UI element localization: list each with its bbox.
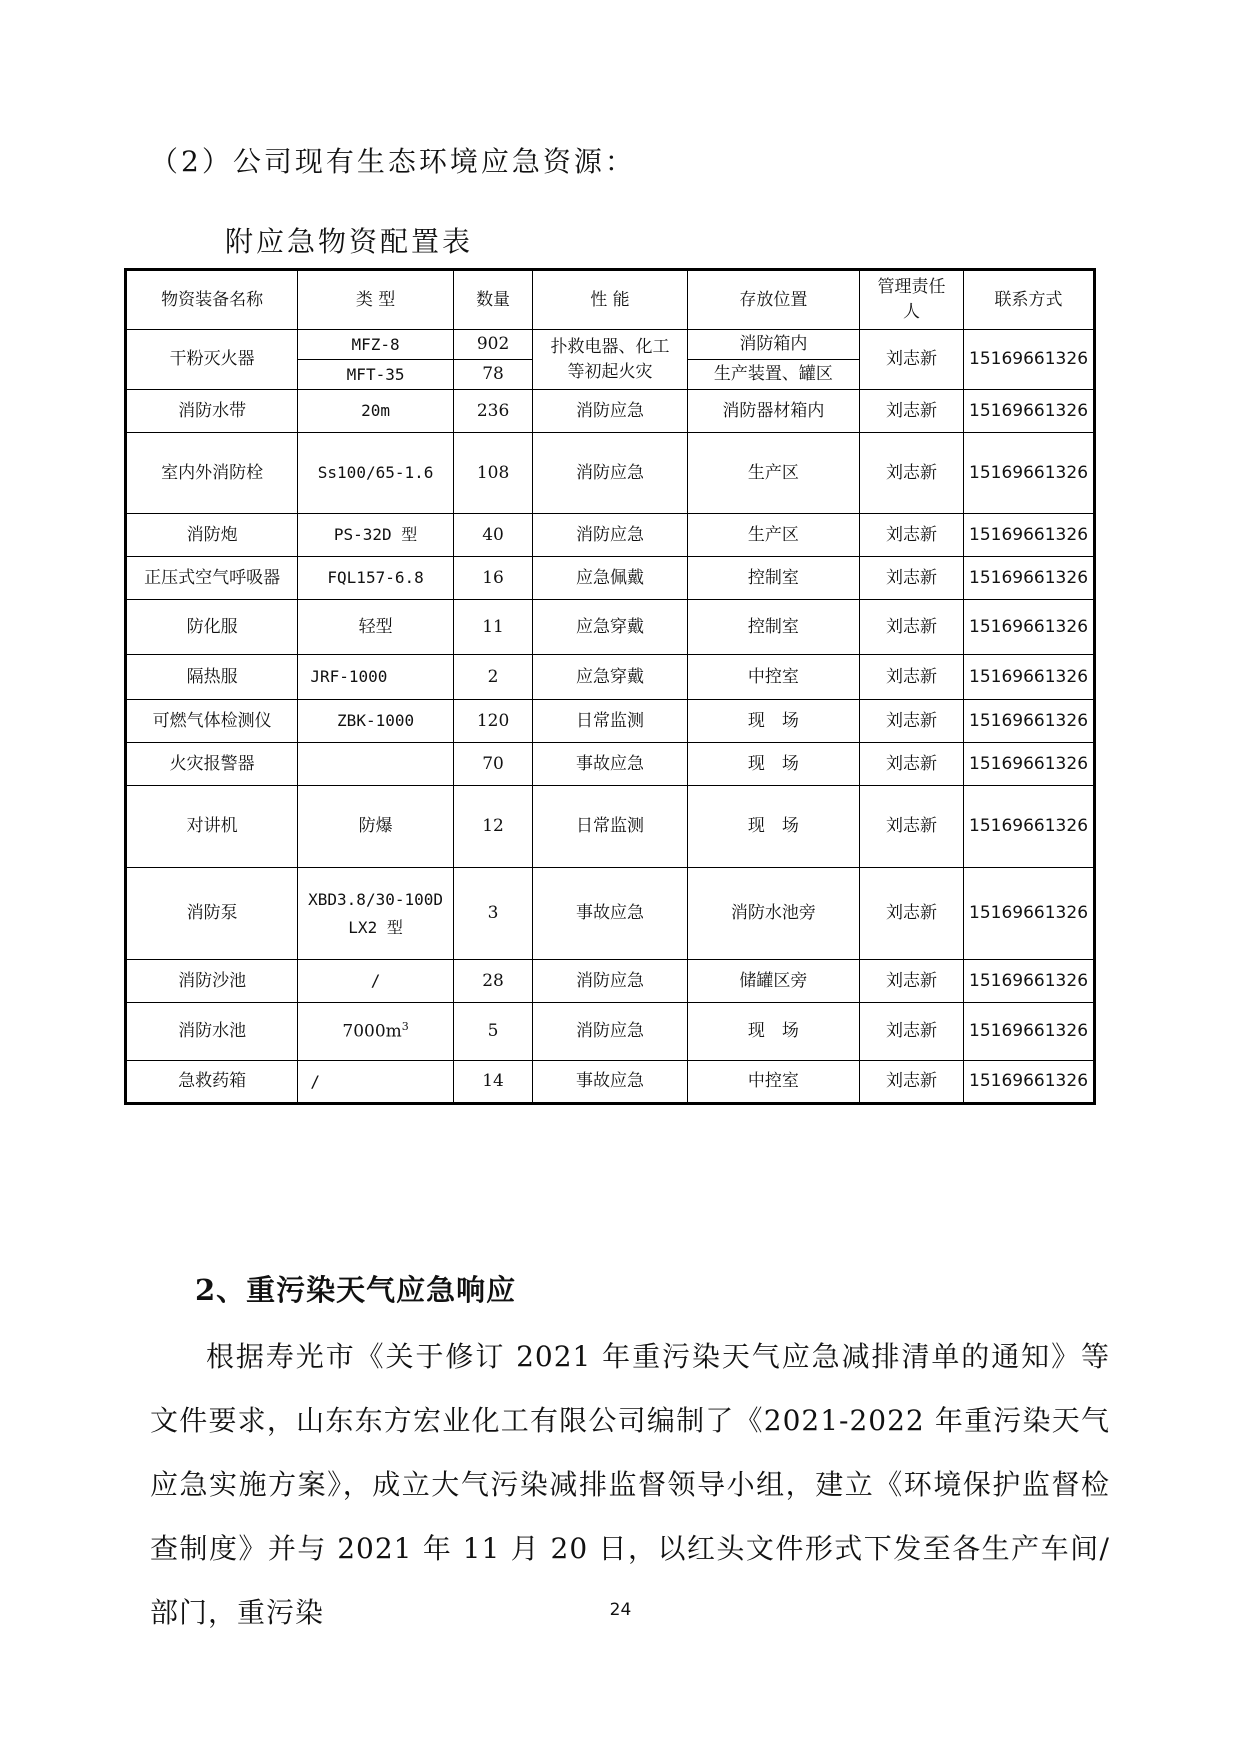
cell-use: 应急穿戴 — [533, 655, 687, 700]
cell-qty: 40 — [453, 514, 532, 557]
cell-phone: 15169661326 — [964, 960, 1095, 1003]
header-manager: 管理责任人 — [860, 270, 964, 330]
cell-type: / — [298, 960, 454, 1003]
cell-qty: 108 — [453, 433, 532, 514]
header-phone: 联系方式 — [964, 270, 1095, 330]
cell-phone: 15169661326 — [964, 1061, 1095, 1104]
cell-type: 防爆 — [298, 786, 454, 868]
cell-type: / — [298, 1061, 454, 1104]
cell-use: 日常监测 — [533, 700, 687, 743]
cell-phone: 15169661326 — [964, 330, 1095, 390]
cell-name: 消防水带 — [126, 390, 298, 433]
cell-use: 消防应急 — [533, 1003, 687, 1061]
cell-type: MFT-35 — [298, 360, 454, 390]
cell-qty: 3 — [453, 868, 532, 960]
cell-location: 现 场 — [687, 786, 859, 868]
cell-location: 生产装置、罐区 — [687, 360, 859, 390]
table-header-row — [126, 270, 1095, 330]
cell-manager: 刘志新 — [860, 868, 964, 960]
cell-phone: 15169661326 — [964, 433, 1095, 514]
cell-use: 消防应急 — [533, 514, 687, 557]
table-row — [126, 600, 1095, 655]
table-caption: 附应急物资配置表 — [225, 225, 474, 258]
cell-name: 正压式空气呼吸器 — [126, 557, 298, 600]
cell-use: 消防应急 — [533, 960, 687, 1003]
cell-qty: 236 — [453, 390, 532, 433]
cell-type: 20m — [298, 390, 454, 433]
cell-location: 中控室 — [687, 1061, 859, 1104]
cell-name: 急救药箱 — [126, 1061, 298, 1104]
cell-use: 应急穿戴 — [533, 600, 687, 655]
cell-name: 室内外消防栓 — [126, 433, 298, 514]
cell-use: 事故应急 — [533, 868, 687, 960]
cell-qty: 70 — [453, 743, 532, 786]
cell-type: FQL157-6.8 — [298, 557, 454, 600]
cell-use: 应急佩戴 — [533, 557, 687, 600]
table-row — [126, 960, 1095, 1003]
cell-name: 消防泵 — [126, 868, 298, 960]
cell-use: 扑救电器、化工等初起火灾 — [533, 330, 687, 390]
sub-heading: （2）公司现有生态环境应急资源： — [150, 145, 636, 178]
cell-type: 轻型 — [298, 600, 454, 655]
cell-type: MFZ-8 — [298, 330, 454, 360]
cell-name: 消防炮 — [126, 514, 298, 557]
table-row — [126, 700, 1095, 743]
cell-name: 干粉灭火器 — [126, 330, 298, 390]
cell-name: 防化服 — [126, 600, 298, 655]
cell-qty: 2 — [453, 655, 532, 700]
table-row — [126, 557, 1095, 600]
cell-location: 现 场 — [687, 743, 859, 786]
cell-manager: 刘志新 — [860, 700, 964, 743]
cell-type-line1: XBD3.8/30-100D — [308, 890, 443, 910]
cell-location: 现 场 — [687, 700, 859, 743]
cell-manager: 刘志新 — [860, 743, 964, 786]
cell-location: 消防箱内 — [687, 330, 859, 360]
header-type: 类 型 — [298, 270, 454, 330]
cell-manager: 刘志新 — [860, 433, 964, 514]
cell-qty: 16 — [453, 557, 532, 600]
cell-type — [298, 868, 454, 960]
table-row — [126, 868, 1095, 960]
cell-name: 火灾报警器 — [126, 743, 298, 786]
cell-name: 可燃气体检测仪 — [126, 700, 298, 743]
table-row — [126, 330, 1095, 360]
cell-manager: 刘志新 — [860, 960, 964, 1003]
cell-qty: 902 — [453, 330, 532, 360]
table-row — [126, 786, 1095, 868]
cell-location: 消防器材箱内 — [687, 390, 859, 433]
emergency-resources-table — [124, 268, 1096, 1105]
cell-type: Ss100/65-1.6 — [298, 433, 454, 514]
table-row — [126, 1061, 1095, 1104]
cell-name: 对讲机 — [126, 786, 298, 868]
cell-phone: 15169661326 — [964, 700, 1095, 743]
cell-location: 中控室 — [687, 655, 859, 700]
cell-location: 现 场 — [687, 1003, 859, 1061]
cell-name: 消防水池 — [126, 1003, 298, 1061]
cell-location: 储罐区旁 — [687, 960, 859, 1003]
section-heading: 2、重污染天气应急响应 — [195, 1273, 517, 1307]
cell-use: 日常监测 — [533, 786, 687, 868]
cell-qty: 120 — [453, 700, 532, 743]
table-row — [126, 743, 1095, 786]
cell-location: 消防水池旁 — [687, 868, 859, 960]
cell-type-line2: LX2 型 — [348, 917, 403, 937]
cell-manager: 刘志新 — [860, 557, 964, 600]
cell-location: 生产区 — [687, 514, 859, 557]
cell-type: JRF-1000 — [298, 655, 454, 700]
cell-phone: 15169661326 — [964, 786, 1095, 868]
cell-use: 消防应急 — [533, 390, 687, 433]
cell-manager: 刘志新 — [860, 514, 964, 557]
cell-name: 消防沙池 — [126, 960, 298, 1003]
cell-location: 生产区 — [687, 433, 859, 514]
cell-phone: 15169661326 — [964, 868, 1095, 960]
cell-location: 控制室 — [687, 600, 859, 655]
table-row — [126, 1003, 1095, 1061]
body-paragraph: 根据寿光市《关于修订 2021 年重污染天气应急减排清单的通知》等文件要求，山东东方宏业化工有限公司编制了《2021-2022 年重污染天气应急实施方案》，成立大气污染减排监督领导小组，建立《环境保护监督检查制度》并与 2021 年 11 月 20 日，以红头文件形式下发至各生产车间/部门，重污染 — [150, 1340, 1110, 1629]
cell-name: 隔热服 — [126, 655, 298, 700]
cell-type — [298, 1003, 454, 1061]
header-name: 物资装备名称 — [126, 270, 298, 330]
cell-manager: 刘志新 — [860, 600, 964, 655]
cell-manager: 刘志新 — [860, 390, 964, 433]
cell-manager: 刘志新 — [860, 786, 964, 868]
cell-manager: 刘志新 — [860, 655, 964, 700]
cell-phone: 15169661326 — [964, 743, 1095, 786]
cell-qty: 5 — [453, 1003, 532, 1061]
cell-location: 控制室 — [687, 557, 859, 600]
cell-qty: 11 — [453, 600, 532, 655]
cell-phone: 15169661326 — [964, 557, 1095, 600]
cell-use: 事故应急 — [533, 743, 687, 786]
cell-type-superscript: 3 — [401, 1019, 409, 1033]
cell-type — [298, 743, 454, 786]
cell-use: 消防应急 — [533, 433, 687, 514]
header-location: 存放位置 — [687, 270, 859, 330]
table-row — [126, 514, 1095, 557]
cell-qty: 28 — [453, 960, 532, 1003]
cell-phone: 15169661326 — [964, 514, 1095, 557]
cell-phone: 15169661326 — [964, 1003, 1095, 1061]
cell-manager: 刘志新 — [860, 330, 964, 390]
cell-qty: 12 — [453, 786, 532, 868]
cell-qty: 14 — [453, 1061, 532, 1104]
cell-phone: 15169661326 — [964, 600, 1095, 655]
header-qty: 数量 — [453, 270, 532, 330]
header-use: 性 能 — [533, 270, 687, 330]
cell-use: 事故应急 — [533, 1061, 687, 1104]
cell-type-value: 7000m — [342, 1021, 402, 1042]
cell-qty: 78 — [453, 360, 532, 390]
cell-phone: 15169661326 — [964, 655, 1095, 700]
cell-type: ZBK-1000 — [298, 700, 454, 743]
table-row — [126, 433, 1095, 514]
table-row — [126, 390, 1095, 433]
cell-type: PS-32D 型 — [298, 514, 454, 557]
cell-manager: 刘志新 — [860, 1003, 964, 1061]
page-number: 24 — [609, 1600, 632, 1620]
cell-manager: 刘志新 — [860, 1061, 964, 1104]
table-row — [126, 655, 1095, 700]
cell-phone: 15169661326 — [964, 390, 1095, 433]
